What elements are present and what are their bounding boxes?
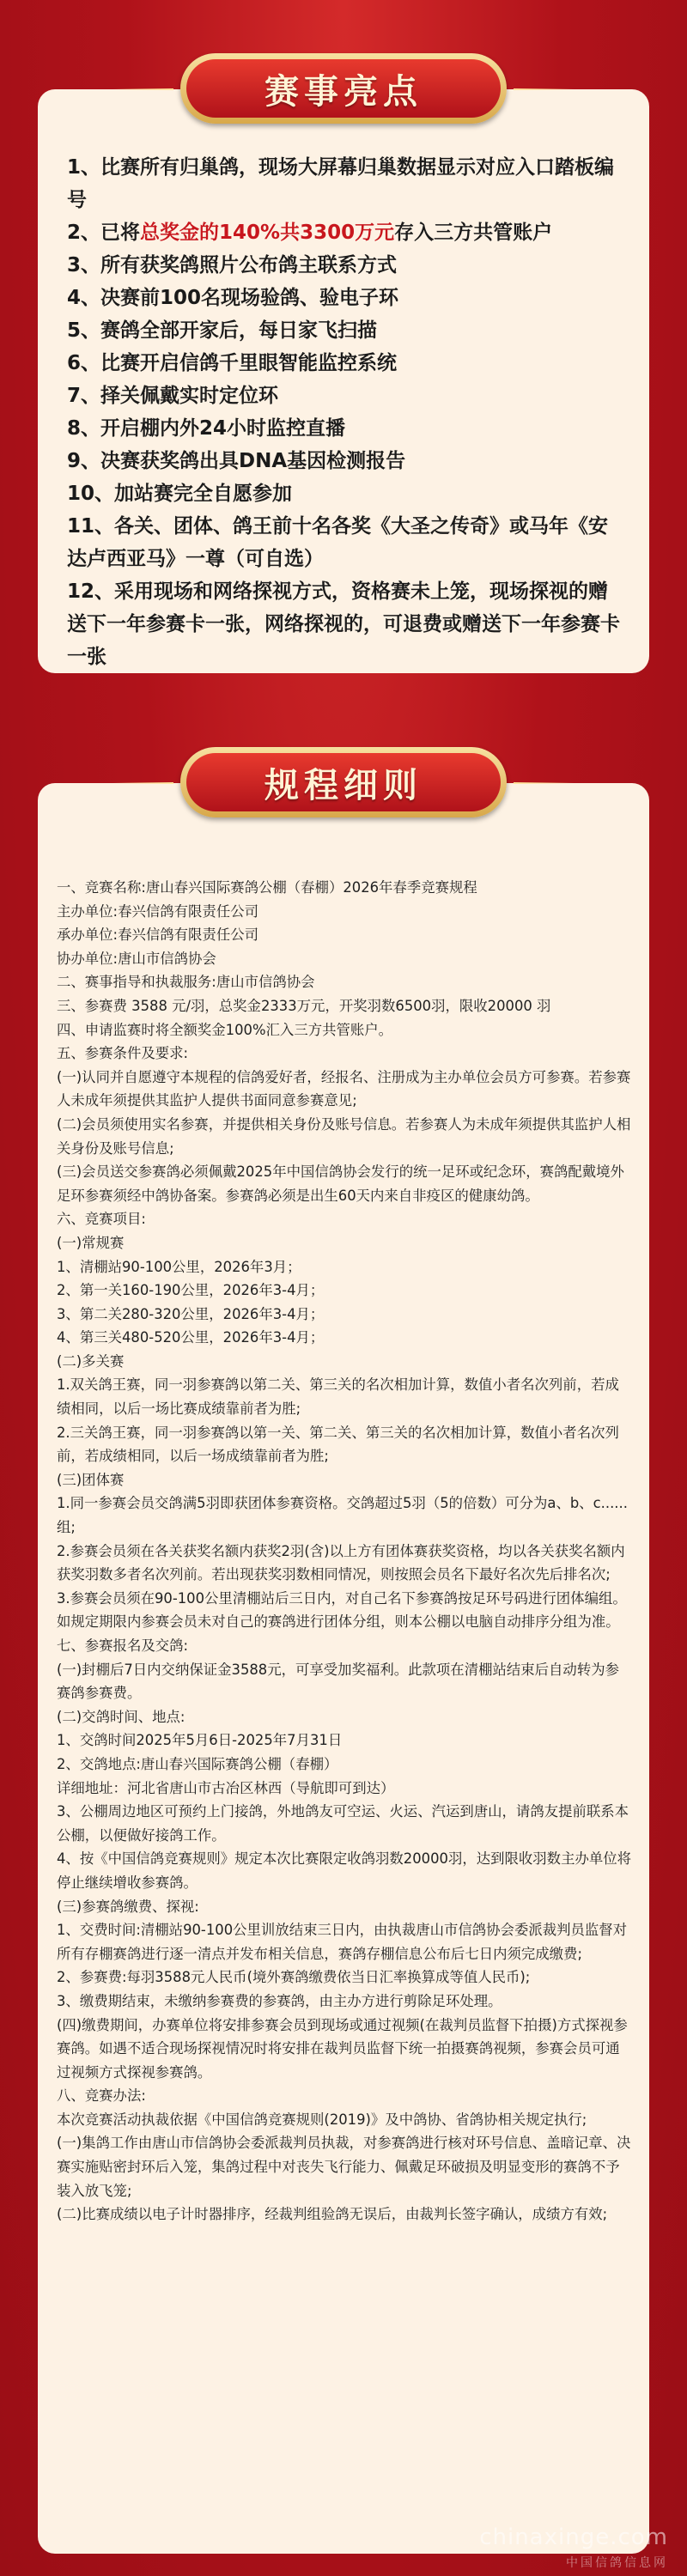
- rules-paragraph: (二)会员须使用实名参赛，并提供相关身份及账号信息。若参赛人为未成年须提供其监护人相关身份及账号信息;: [57, 1115, 631, 1157]
- rules-paragraph: 1、交费时间:清棚站90-100公里训放结束三日内，由执裁唐山市信鸽协会委派裁判员监督对所有存棚赛鸽进行逐一清点并发布相关信息，赛鸽存棚信息公布后七日内须完成缴费;: [57, 1922, 628, 1962]
- rules-paragraph: 4、按《中国信鸽竞赛规则》规定本次比赛限定收鸽羽数20000羽，达到限收羽数主办单位将停止继续增收参赛鸽。: [57, 1850, 632, 1891]
- watermark-subtitle: 中国信鸽信息网: [566, 2556, 668, 2570]
- rules-paragraph: 3、第二关280-320公里，2026年3-4月；: [57, 1305, 325, 1322]
- banner-sparkle-left: [113, 88, 173, 90]
- rules-paragraph: (一)认同并自愿遵守本规程的信鸽爱好者，经报名、注册成为主办单位会员方可参赛。若参赛人未成年须提供其监护人提供书面同意参赛意见;: [57, 1068, 631, 1109]
- highlight-item: 8、开启棚内外24小时监控直播: [67, 417, 346, 440]
- highlight-item: 3、所有获奖鸽照片公布鸽主联系方式: [67, 254, 398, 276]
- rules-paragraph: (三)参赛鸽缴费、探视:: [57, 1898, 199, 1915]
- highlight-prize-emphasis: 总奖金的140%共3300万元: [140, 222, 395, 244]
- highlight-item: 7、择关佩戴实时定位环: [67, 385, 279, 407]
- highlight-prize-suffix: 存入三方共管账户: [394, 222, 553, 244]
- highlight-prize-prefix: 2、已将: [67, 222, 141, 244]
- highlights-title: 赛事亮点: [186, 59, 501, 118]
- highlight-item: 4、决赛前100名现场验鸽、验电子环: [67, 287, 399, 309]
- rules-paragraph: 2.参赛会员须在各关获奖名额内获奖2羽(含)以上方有团体赛获奖资格，均以各关获奖名额内获奖羽数多者名次列前。若出现获奖羽数相同情况，则按照会员名下最好名次先后排名次;: [57, 1542, 625, 1583]
- rules-paragraph: (二)多关赛: [57, 1352, 125, 1370]
- highlight-item: 12、采用现场和网络探视方式，资格赛未上笼，现场探视的赠送下一年参赛卡一张，网络探视的，可退费或赠送下一年参赛卡一张: [67, 580, 620, 668]
- rules-paragraph: 2、第一关160-190公里，2026年3-4月；: [57, 1282, 325, 1299]
- rules-paragraph: 主办单位:春兴信鸽有限责任公司: [57, 902, 258, 920]
- rules-paragraph: 2.三关鸽王赛，同一羽参赛鸽以第一关、第二关、第三关的名次相加计算，数值小者名次列前，若成绩相同，以后一场成绩靠前者为胜;: [57, 1424, 619, 1465]
- watermark-site: chinaxinge.com: [479, 2524, 668, 2550]
- rules-paragraph: (三)团体赛: [57, 1471, 125, 1488]
- rules-paragraph: 2、交鸽地点:唐山春兴国际赛鸽公棚（春棚）: [57, 1755, 338, 1772]
- rules-paragraph: 1、清棚站90-100公里，2026年3月；: [57, 1258, 301, 1275]
- rules-paragraph: 五、参赛条件及要求:: [57, 1045, 189, 1062]
- rules-paragraph: 本次竞赛活动执裁依据《中国信鸽竞赛规则(2019)》及中鸽协、省鸽协相关规定执行;: [57, 2111, 587, 2128]
- highlight-item: 11、各关、团体、鸽王前十名各奖《大圣之传奇》或马年《安达卢西亚马》一尊（可自选）: [67, 515, 609, 570]
- rules-paragraph: 八、竞赛办法:: [57, 2087, 146, 2105]
- rules-paragraph: 七、参赛报名及交鸽:: [57, 1637, 189, 1654]
- rules-paragraph: (三)会员送交参赛鸽必须佩戴2025年中国信鸽协会发行的统一足环或纪念环，赛鸽配戴境外足环参赛须经中鸽协备案。参赛鸽必须是出生60天内来自非疫区的健康幼鸽。: [57, 1163, 624, 1204]
- rules-paragraph: 承办单位:春兴信鸽有限责任公司: [57, 927, 258, 944]
- rules-paragraph: (一)常规赛: [57, 1234, 125, 1251]
- rules-panel: [38, 783, 649, 2554]
- highlights-panel: [38, 89, 649, 673]
- rules-title-banner: [180, 747, 507, 817]
- rules-paragraph: (一)封棚后7日内交纳保证金3588元，可享受加奖福利。此款项在清棚站结束后自动转为参赛鸽参赛费。: [57, 1661, 619, 1702]
- highlight-item: 5、赛鸽全部开家后，每日家飞扫描: [67, 319, 378, 342]
- highlights-list: [38, 89, 649, 673]
- rules-title: 规程细则: [186, 753, 501, 811]
- rules-body: [38, 783, 649, 2227]
- rules-paragraph: 一、竞赛名称:唐山春兴国际赛鸽公棚（春棚）2026年春季竞赛规程: [57, 879, 477, 896]
- rules-paragraph: (二)比赛成绩以电子计时器排序，经裁判组验鸽无误后，由裁判长签字确认，成绩方有效;: [57, 2206, 608, 2223]
- rules-paragraph: 三、参赛费 3588 元/羽，总奖金2333万元，开奖羽数6500羽，限收20000 羽: [57, 997, 551, 1014]
- highlight-item: 6、比赛开启信鸽千里眼智能监控系统: [67, 352, 398, 374]
- rules-paragraph: 2、参赛费:每羽3588元人民币(境外赛鸽缴费依当日汇率换算成等值人民币);: [57, 1969, 531, 1986]
- banner-sparkle-left: [113, 782, 173, 784]
- rules-paragraph: (二)交鸽时间、地点:: [57, 1708, 185, 1725]
- highlight-item: 9、决赛获奖鸽出具DNA基因检测报告: [67, 450, 406, 472]
- rules-paragraph: 协办单位:唐山市信鸽协会: [57, 950, 216, 967]
- highlight-item-prize: [67, 216, 623, 249]
- rules-paragraph: 3.参赛会员须在90-100公里清棚站后三日内，对自己名下参赛鸽按足环号码进行团体编组。如规定期限内参赛会员未对自己的赛鸽进行团体分组，则本公棚以电脑自动排序分组为准。: [57, 1589, 627, 1631]
- highlights-title-banner: [180, 53, 507, 124]
- rules-paragraph: 3、公棚周边地区可预约上门接鸽，外地鸽友可空运、火运、汽运到唐山，请鸽友提前联系本公棚，以便做好接鸽工作。: [57, 1803, 629, 1844]
- rules-paragraph: (四)缴费期间，办赛单位将安排参赛会员到现场或通过视频(在裁判员监督下拍摄)方式探视参赛鸽。如遇不适合现场探视情况时将安排在裁判员监督下统一拍摄赛鸽视频，参赛会员可通过视频方式探视参赛鸽。: [57, 2016, 628, 2081]
- rules-paragraph: 详细地址：河北省唐山市古冶区林西（导航即可到达）: [57, 1779, 395, 1796]
- highlight-item: 10、加站赛完全自愿参加: [67, 483, 293, 505]
- highlight-item: 1、比赛所有归巢鸽，现场大屏幕归巢数据显示对应入口踏板编号: [67, 156, 615, 211]
- rules-paragraph: (一)集鸽工作由唐山市信鸽协会委派裁判员执裁，对参赛鸽进行核对环号信息、盖暗记章、决赛实施贴密封环后入笼，集鸽过程中对丧失飞行能力、佩戴足环破损及明显变形的赛鸽不予装入放飞笼;: [57, 2135, 631, 2199]
- banner-sparkle-right: [514, 782, 574, 784]
- rules-paragraph: 二、赛事指导和执裁服务:唐山市信鸽协会: [57, 974, 315, 991]
- rules-paragraph: 1.双关鸽王赛，同一羽参赛鸽以第二关、第三关的名次相加计算，数值小者名次列前，若成绩相同，以后一场比赛成绩靠前者为胜;: [57, 1376, 619, 1418]
- rules-paragraph: 3、缴费期结束，未缴纳参赛费的参赛鸽，由主办方进行剪除足环处理。: [57, 1992, 502, 2009]
- banner-sparkle-right: [514, 88, 574, 90]
- rules-paragraph: 1、交鸽时间2025年5月6日-2025年7月31日: [57, 1732, 343, 1749]
- rules-paragraph: 4、第三关480-520公里，2026年3-4月；: [57, 1329, 325, 1346]
- rules-paragraph: 四、申请监赛时将全额奖金100%汇入三方共管账户。: [57, 1021, 393, 1038]
- rules-paragraph: 1.同一参赛会员交鸽满5羽即获团体参赛资格。交鸽超过5羽（5的倍数）可分为a、b、c......组;: [57, 1495, 628, 1536]
- rules-paragraph: 六、竞赛项目:: [57, 1211, 146, 1228]
